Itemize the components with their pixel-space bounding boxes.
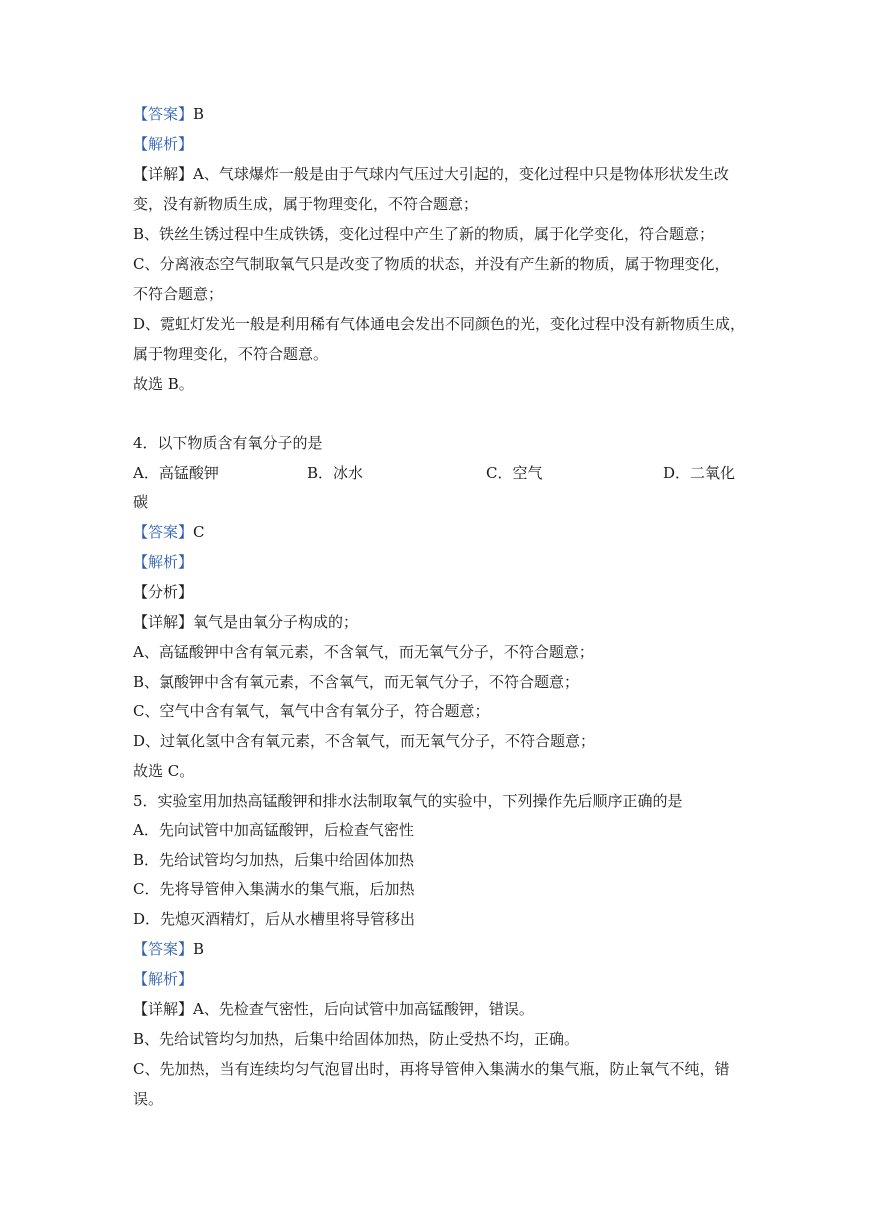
q5-option-c: C．先将导管伸入集满水的集气瓶，后加热 [133, 880, 415, 898]
q5-detail-b: B、先给试管均匀加热，后集中给固体加热，防止受热不均，正确。 [133, 1030, 580, 1048]
q4-detail-d: D、过氧化氢中含有氧元素，不含氧气，而无氧气分子，不符合题意； [133, 732, 596, 750]
answer-value: B [193, 105, 205, 123]
q5-option-d: D．先熄灭酒精灯，后从水槽里将导管移出 [133, 910, 416, 928]
q4-option-c: C．空气 [486, 464, 543, 482]
answer-value: C [193, 523, 205, 541]
q3-conclusion: 故选 B。 [133, 375, 194, 393]
q5-detail-a [133, 999, 743, 1019]
q4-option-a: A．高锰酸钾 [133, 464, 219, 482]
q4-option-b: B．冰水 [307, 464, 364, 482]
analysis-tag: 【解析】 [133, 135, 194, 153]
q3-detail-a-line2: 变，没有新物质生成，属于物理变化，不符合题意； [133, 195, 479, 213]
q5-option-b: B．先给试管均匀加热，后集中给固体加热 [133, 851, 415, 869]
answer-tag: 【答案】 [133, 523, 194, 541]
q4-detail-intro [133, 612, 743, 632]
q4-option-d: D．二氧化 [663, 464, 736, 482]
q4-detail-c: C、空气中含有氧气，氧气中含有氧分子，符合题意； [133, 702, 490, 720]
detail-tag: 【详解】 [133, 1000, 194, 1018]
q3-detail-d-line1: D、霓虹灯发光一般是利用稀有气体通电会发出不同颜色的光，变化过程中没有新物质生成， [133, 315, 746, 333]
detail-tag: 【详解】 [133, 613, 194, 631]
q5-analysis-line [133, 969, 743, 989]
fenxi-tag: 【分析】 [133, 583, 194, 601]
analysis-tag: 【解析】 [133, 553, 194, 571]
q3-detail-a-line1 [133, 164, 743, 184]
q3-analysis-line [133, 134, 743, 154]
answer-value: B [193, 940, 205, 958]
detail-tag: 【详解】 [133, 165, 194, 183]
q5-detail-c-line2: 误。 [133, 1090, 164, 1108]
detail-text: 氧气是由氧分子构成的； [193, 613, 359, 631]
q5-stem: 5．实验室用加热高锰酸钾和排水法制取氧气的实验中，下列操作先后顺序正确的是 [133, 792, 683, 810]
q4-detail-a: A、高锰酸钾中含有氧元素，不含氧气，而无氧气分子，不符合题意； [133, 643, 594, 661]
answer-tag: 【答案】 [133, 105, 194, 123]
q3-detail-b: B、铁丝生锈过程中生成铁锈，变化过程中产生了新的物质，属于化学变化，符合题意； [133, 225, 715, 243]
q4-option-d-cont: 碳 [133, 493, 149, 511]
q4-answer-line [133, 522, 743, 542]
analysis-tag: 【解析】 [133, 970, 194, 988]
detail-text: A、气球爆炸一般是由于气球内气压过大引起的，变化过程中只是物体形状发生改 [193, 165, 729, 183]
q3-detail-c-line2: 不符合题意； [133, 285, 224, 303]
q5-detail-c-line1: C、先加热，当有连续均匀气泡冒出时，再将导管伸入集满水的集气瓶，防止氧气不纯，错 [133, 1060, 730, 1078]
q4-detail-b: B、氯酸钾中含有氧元素，不含氧气，而无氧气分子，不符合题意； [133, 673, 580, 691]
q4-analysis-line [133, 552, 743, 572]
q4-fenxi-line [133, 582, 743, 602]
q3-answer-line [133, 104, 743, 124]
detail-text: A、先检查气密性，后向试管中加高锰酸钾，错误。 [193, 1000, 534, 1018]
q5-option-a: A．先向试管中加高锰酸钾，后检查气密性 [133, 821, 414, 839]
q4-stem: 4．以下物质含有氧分子的是 [133, 434, 323, 452]
answer-tag: 【答案】 [133, 940, 194, 958]
q4-options [133, 463, 743, 483]
q3-detail-d-line2: 属于物理变化，不符合题意。 [133, 345, 329, 363]
q5-answer-line [133, 939, 743, 959]
q3-detail-c-line1: C、分离液态空气制取氧气只是改变了物质的状态，并没有产生新的物质，属于物理变化， [133, 255, 730, 273]
q4-conclusion: 故选 C。 [133, 762, 195, 780]
